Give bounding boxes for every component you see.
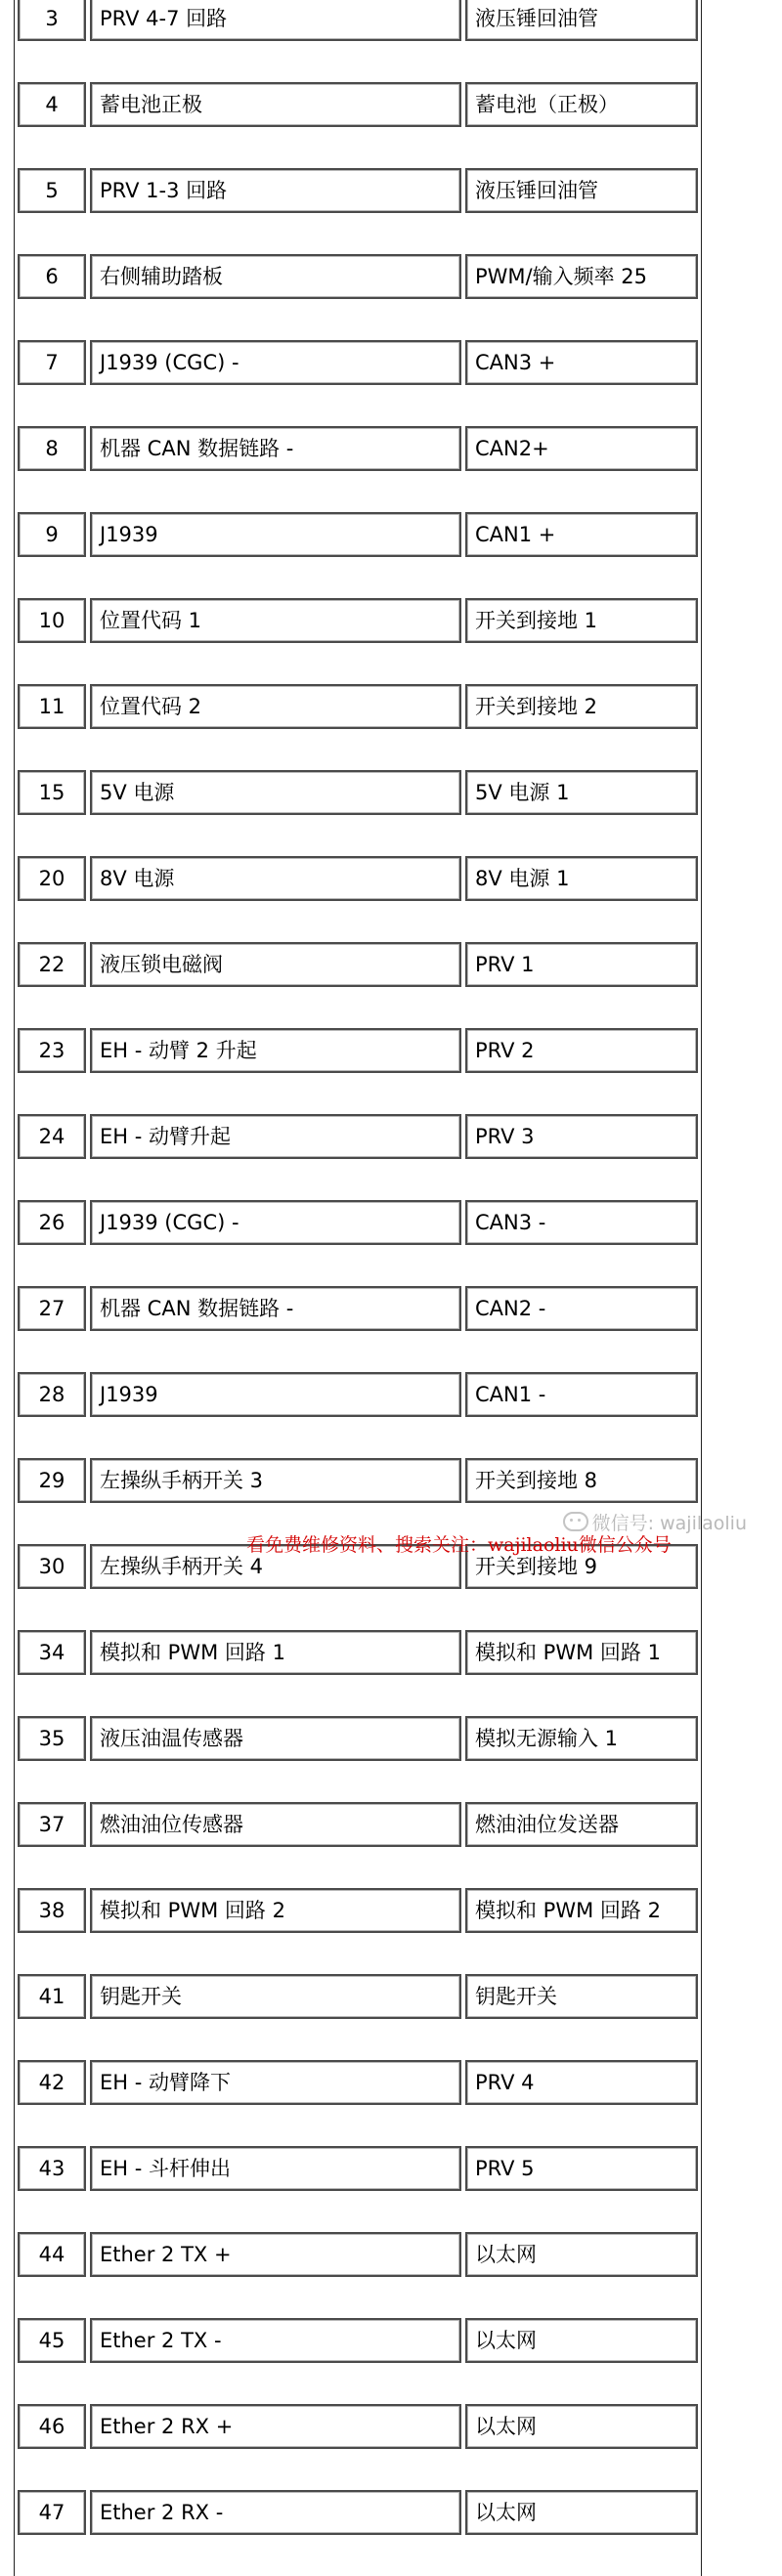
footer — [0, 1495, 782, 1564]
table-row — [15, 942, 701, 987]
pin-number-cell: 10 — [18, 598, 86, 643]
row-spacer — [15, 471, 701, 512]
row-spacer — [15, 643, 701, 684]
row-spacer — [15, 1933, 701, 1974]
table-row — [15, 512, 701, 557]
function-cell: 开关到接地 2 — [465, 684, 698, 729]
function-cell: 模拟无源输入 1 — [465, 1716, 698, 1761]
row-edge-right — [698, 512, 701, 557]
pin-number-cell: 20 — [18, 856, 86, 901]
pin-number-cell: 23 — [18, 1028, 86, 1073]
row-spacer-cell — [15, 471, 701, 512]
row-edge-right — [698, 770, 701, 815]
pin-number-cell: 34 — [18, 1630, 86, 1675]
pin-number-cell: 42 — [18, 2060, 86, 2105]
pin-number-cell: 9 — [18, 512, 86, 557]
row-edge-right — [698, 2490, 701, 2535]
row-spacer-cell — [15, 901, 701, 942]
pin-number-cell: 6 — [18, 254, 86, 299]
table-row — [15, 254, 701, 299]
row-edge-right — [698, 254, 701, 299]
table-row — [15, 0, 701, 41]
row-spacer — [15, 1245, 701, 1286]
row-spacer — [15, 987, 701, 1028]
row-spacer — [15, 1159, 701, 1200]
description-cell: Ether 2 RX - — [90, 2490, 461, 2535]
row-spacer — [15, 1589, 701, 1630]
table-row — [15, 2232, 701, 2277]
row-edge-right — [698, 0, 701, 41]
table-row — [15, 1716, 701, 1761]
row-spacer-cell — [15, 2535, 701, 2576]
function-cell: CAN2 - — [465, 1286, 698, 1331]
row-spacer-cell — [15, 1589, 701, 1630]
row-spacer — [15, 213, 701, 254]
row-spacer-cell — [15, 1675, 701, 1716]
row-edge-right — [698, 2060, 701, 2105]
function-cell: PWM/输入频率 25 — [465, 254, 698, 299]
table-row — [15, 1200, 701, 1245]
row-spacer-cell — [15, 815, 701, 856]
description-cell: Ether 2 RX + — [90, 2404, 461, 2449]
row-edge-right — [698, 2318, 701, 2363]
row-spacer-cell — [15, 1933, 701, 1974]
row-edge-right — [698, 1372, 701, 1417]
function-cell: 模拟和 PWM 回路 2 — [465, 1888, 698, 1933]
row-spacer — [15, 729, 701, 770]
row-spacer-cell — [15, 729, 701, 770]
description-cell: EH - 动臂 2 升起 — [90, 1028, 461, 1073]
pin-number-cell: 11 — [18, 684, 86, 729]
row-spacer-cell — [15, 987, 701, 1028]
function-cell: PRV 1 — [465, 942, 698, 987]
row-spacer — [15, 2019, 701, 2060]
pin-number-cell: 27 — [18, 1286, 86, 1331]
row-spacer — [15, 1675, 701, 1716]
table-row — [15, 82, 701, 127]
row-edge-right — [698, 1974, 701, 2019]
pin-number-cell: 7 — [18, 340, 86, 385]
table-row — [15, 168, 701, 213]
function-cell: PRV 2 — [465, 1028, 698, 1073]
row-edge-right — [698, 856, 701, 901]
pin-number-cell: 15 — [18, 770, 86, 815]
promo-banner: 看免费维修资料、搜索关注：wajilaoliu微信公众号 — [246, 1534, 672, 1556]
function-cell: CAN3 + — [465, 340, 698, 385]
description-cell: 液压油温传感器 — [90, 1716, 461, 1761]
table-row — [15, 856, 701, 901]
function-cell: 液压锤回油管 — [465, 0, 698, 41]
row-spacer — [15, 385, 701, 426]
pin-number-cell: 35 — [18, 1716, 86, 1761]
pin-table — [14, 0, 702, 2576]
description-cell: 机器 CAN 数据链路 - — [90, 1286, 461, 1331]
row-spacer-cell — [15, 213, 701, 254]
function-cell: 以太网 — [465, 2318, 698, 2363]
description-cell: 模拟和 PWM 回路 2 — [90, 1888, 461, 1933]
row-spacer — [15, 901, 701, 942]
row-edge-right — [698, 426, 701, 471]
description-cell: 位置代码 1 — [90, 598, 461, 643]
function-cell: PRV 5 — [465, 2146, 698, 2191]
table-row — [15, 1028, 701, 1073]
row-edge-right — [698, 2232, 701, 2277]
pin-number-cell: 45 — [18, 2318, 86, 2363]
row-spacer-cell — [15, 385, 701, 426]
pin-number-cell: 26 — [18, 1200, 86, 1245]
row-edge-right — [698, 598, 701, 643]
row-spacer — [15, 2191, 701, 2232]
row-spacer — [15, 2277, 701, 2318]
function-cell: 蓄电池（正极） — [465, 82, 698, 127]
row-spacer-cell — [15, 127, 701, 168]
row-spacer — [15, 299, 701, 340]
pin-number-cell: 46 — [18, 2404, 86, 2449]
function-cell: PRV 4 — [465, 2060, 698, 2105]
row-spacer — [15, 41, 701, 82]
description-cell: 蓄电池正极 — [90, 82, 461, 127]
row-spacer-cell — [15, 1245, 701, 1286]
row-spacer-cell — [15, 2277, 701, 2318]
function-cell: 以太网 — [465, 2490, 698, 2535]
row-spacer-cell — [15, 1417, 701, 1458]
function-cell: CAN2+ — [465, 426, 698, 471]
description-cell: J1939 — [90, 512, 461, 557]
pin-number-cell: 8 — [18, 426, 86, 471]
table-row — [15, 1372, 701, 1417]
table-row — [15, 426, 701, 471]
function-cell: 模拟和 PWM 回路 1 — [465, 1630, 698, 1675]
row-spacer — [15, 2105, 701, 2146]
description-cell: EH - 动臂降下 — [90, 2060, 461, 2105]
row-edge-right — [698, 2146, 701, 2191]
row-edge-right — [698, 1888, 701, 1933]
function-cell: CAN1 + — [465, 512, 698, 557]
row-spacer — [15, 1417, 701, 1458]
row-spacer — [15, 1331, 701, 1372]
row-spacer — [15, 815, 701, 856]
row-spacer-cell — [15, 2019, 701, 2060]
row-spacer-cell — [15, 2449, 701, 2490]
table-row — [15, 770, 701, 815]
function-cell: CAN3 - — [465, 1200, 698, 1245]
description-cell: 8V 电源 — [90, 856, 461, 901]
pin-number-cell: 47 — [18, 2490, 86, 2535]
row-spacer-cell — [15, 1761, 701, 1802]
function-cell: 8V 电源 1 — [465, 856, 698, 901]
function-cell: 液压锤回油管 — [465, 168, 698, 213]
pin-number-cell: 29 — [18, 1458, 86, 1503]
description-cell: 左操纵手柄开关 4 — [90, 1544, 461, 1589]
row-edge-right — [698, 2404, 701, 2449]
row-edge-right — [698, 942, 701, 987]
description-cell: 右侧辅助踏板 — [90, 254, 461, 299]
function-cell: 开关到接地 8 — [465, 1458, 698, 1503]
function-cell: 以太网 — [465, 2232, 698, 2277]
table-row — [15, 1802, 701, 1847]
pin-number-cell: 37 — [18, 1802, 86, 1847]
table-row — [15, 1974, 701, 2019]
description-cell: Ether 2 TX - — [90, 2318, 461, 2363]
function-cell: 开关到接地 9 — [465, 1544, 698, 1589]
pin-number-cell: 43 — [18, 2146, 86, 2191]
row-edge-right — [698, 1286, 701, 1331]
row-edge-right — [698, 1716, 701, 1761]
description-cell: J1939 — [90, 1372, 461, 1417]
description-cell: EH - 斗杆伸出 — [90, 2146, 461, 2191]
description-cell: PRV 4-7 回路 — [90, 0, 461, 41]
pin-number-cell: 4 — [18, 82, 86, 127]
row-edge-right — [698, 340, 701, 385]
row-edge-right — [698, 168, 701, 213]
table-row — [15, 1286, 701, 1331]
row-edge-right — [698, 1114, 701, 1159]
description-cell: J1939 (CGC) - — [90, 340, 461, 385]
pin-number-cell: 38 — [18, 1888, 86, 1933]
row-spacer — [15, 127, 701, 168]
description-cell: PRV 1-3 回路 — [90, 168, 461, 213]
row-spacer — [15, 1761, 701, 1802]
pin-number-cell: 28 — [18, 1372, 86, 1417]
table-row — [15, 1114, 701, 1159]
row-spacer — [15, 557, 701, 598]
row-spacer-cell — [15, 1331, 701, 1372]
row-spacer-cell — [15, 2105, 701, 2146]
function-cell: 钥匙开关 — [465, 1974, 698, 2019]
pin-number-cell: 3 — [18, 0, 86, 41]
row-edge-right — [698, 1630, 701, 1675]
description-cell: 机器 CAN 数据链路 - — [90, 426, 461, 471]
function-cell: 5V 电源 1 — [465, 770, 698, 815]
table-row — [15, 2490, 701, 2535]
table-row — [15, 2060, 701, 2105]
description-cell: 模拟和 PWM 回路 1 — [90, 1630, 461, 1675]
row-edge-right — [698, 82, 701, 127]
row-edge-right — [698, 1802, 701, 1847]
row-spacer-cell — [15, 1159, 701, 1200]
function-cell: 燃油油位发送器 — [465, 1802, 698, 1847]
row-spacer-cell — [15, 299, 701, 340]
row-spacer-cell — [15, 643, 701, 684]
pin-number-cell: 5 — [18, 168, 86, 213]
row-edge-right — [698, 1200, 701, 1245]
pin-number-cell: 24 — [18, 1114, 86, 1159]
row-spacer-cell — [15, 41, 701, 82]
description-cell: 位置代码 2 — [90, 684, 461, 729]
description-cell: J1939 (CGC) - — [90, 1200, 461, 1245]
row-spacer-cell — [15, 2191, 701, 2232]
table-row — [15, 598, 701, 643]
row-edge-right — [698, 684, 701, 729]
function-cell: PRV 3 — [465, 1114, 698, 1159]
description-cell: 液压锁电磁阀 — [90, 942, 461, 987]
row-spacer — [15, 1847, 701, 1888]
description-cell: EH - 动臂升起 — [90, 1114, 461, 1159]
row-edge-right — [698, 1028, 701, 1073]
wechat-id-text: 微信号: wajilaoliu — [591, 1513, 747, 1534]
table-row — [15, 1630, 701, 1675]
description-cell: Ether 2 TX + — [90, 2232, 461, 2277]
function-cell: 开关到接地 1 — [465, 598, 698, 643]
row-spacer — [15, 2535, 701, 2576]
row-spacer — [15, 2363, 701, 2404]
wechat-icon — [563, 1512, 588, 1531]
pin-number-cell: 30 — [18, 1544, 86, 1589]
pin-number-cell: 22 — [18, 942, 86, 987]
table-row — [15, 1888, 701, 1933]
description-cell: 左操纵手柄开关 3 — [90, 1458, 461, 1503]
table-row — [15, 684, 701, 729]
pin-number-cell: 41 — [18, 1974, 86, 2019]
description-cell: 5V 电源 — [90, 770, 461, 815]
pin-number-cell: 44 — [18, 2232, 86, 2277]
row-spacer-cell — [15, 1073, 701, 1114]
description-cell: 钥匙开关 — [90, 1974, 461, 2019]
pin-table-body — [15, 0, 701, 2576]
description-cell: 燃油油位传感器 — [90, 1802, 461, 1847]
table-row — [15, 2318, 701, 2363]
table-row — [15, 2404, 701, 2449]
table-row — [15, 2146, 701, 2191]
function-cell: 以太网 — [465, 2404, 698, 2449]
row-spacer-cell — [15, 1847, 701, 1888]
row-spacer — [15, 2449, 701, 2490]
row-spacer-cell — [15, 2363, 701, 2404]
row-spacer-cell — [15, 557, 701, 598]
function-cell: CAN1 - — [465, 1372, 698, 1417]
row-spacer — [15, 1073, 701, 1114]
table-row — [15, 340, 701, 385]
